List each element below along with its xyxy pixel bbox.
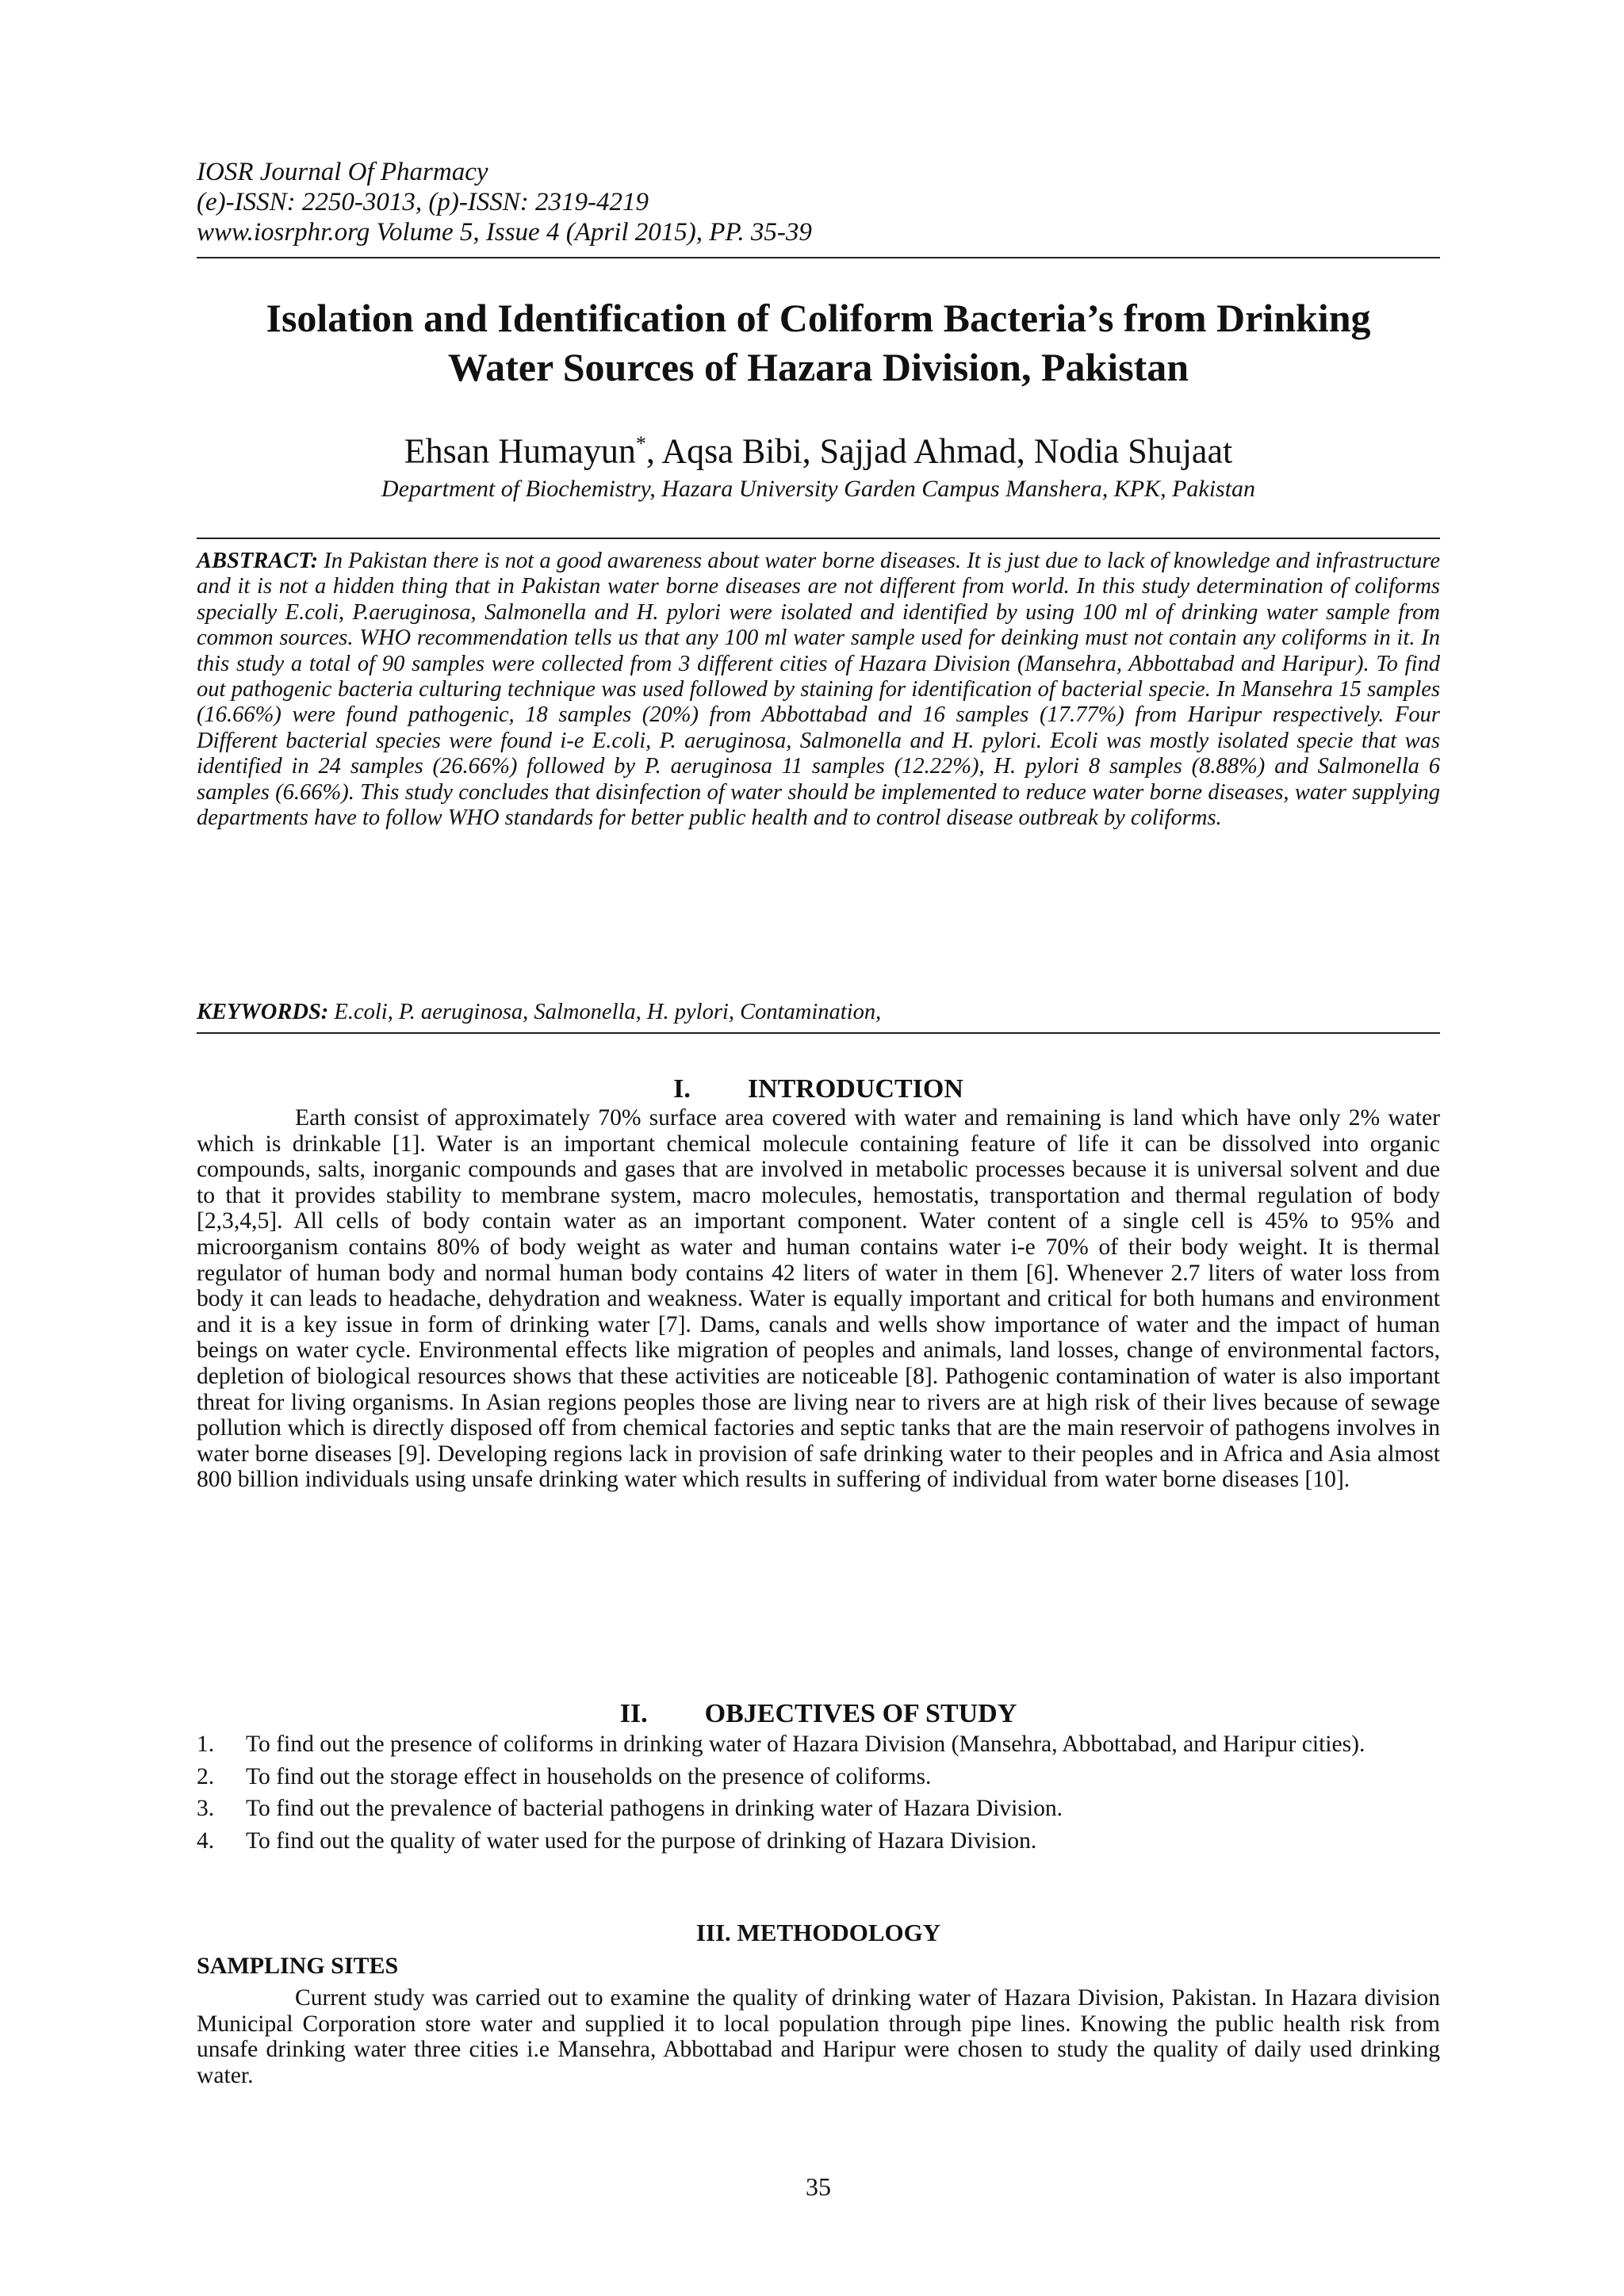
abstract-label: ABSTRACT: bbox=[197, 549, 319, 573]
section-number: I. bbox=[673, 1074, 691, 1104]
list-item bbox=[197, 1764, 1440, 1790]
abstract-bottom-rule bbox=[197, 1032, 1440, 1034]
abstract bbox=[197, 549, 1440, 831]
page-number: 35 bbox=[806, 2172, 831, 2201]
item-number: 4. bbox=[197, 1827, 215, 1854]
introduction-paragraph: Earth consist of approximately 70% surface area covered with water and remaining is land which have only 2% water which is drinkable [1]. Water is an important chemical molecule containing feature of life it can be dissolved into organic compounds, salts, inorganic compounds and gases that are involved in metabolic processes because it is universal solvent and due to that it provides stability to membrane system, macro molecules, hemostatis, transportation and thermal regulation of body [2,3,4,5]. All cells of body contain water as an important component. Water content of a single cell is 45% to 95% and microorganism contains 80% of body weight as water and human contains water i-e 70% of their body weight. It is thermal regulator of human body and normal human body contains 42 liters of water in them [6]. Whenever 2.7 liters of water loss from body it can leads to headache, dehydration and weakness. Water is equally important and critical for both humans and environment and it is a key issue in form of drinking water [7]. Dams, canals and wells show importance of water and the impact of human beings on water cycle. Environmental effects like migration of peoples and animals, land losses, change of environmental factors, depletion of biological resources shows that these activities are noticeable [8]. Pathogenic contamination of water is also important threat for living organisms. In Asian regions peoples those are living near to rivers are at high risk of their lives because of sewage pollution which is directly disposed off from chemical factories and septic tanks that are the main reservoir of pathogens involves in water borne diseases [9]. Developing regions lack in provision of safe drinking water to their peoples and in Africa and Asia almost 800 billion individuals using unsafe drinking water which results in suffering of individual from water borne diseases [10]. bbox=[197, 1105, 1440, 1493]
title-line-2: Water Sources of Hazara Division, Pakistan bbox=[447, 345, 1189, 389]
item-number: 1. bbox=[197, 1732, 215, 1757]
section-title: OBJECTIVES OF STUDY bbox=[704, 1699, 1017, 1728]
journal-volume: www.iosrphr.org Volume 5, Issue 4 (April 2015), PP. 35-39 bbox=[197, 218, 812, 247]
corresponding-mark: * bbox=[635, 432, 646, 455]
item-text: To find out the storage effect in households on the presence of coliforms. bbox=[246, 1763, 932, 1789]
author-first: Ehsan Humayun bbox=[404, 431, 636, 471]
paper-title bbox=[197, 293, 1440, 392]
keywords-text: E.coli, P. aeruginosa, Salmonella, H. pylori, Contamination, bbox=[334, 1000, 882, 1024]
methodology-paragraph: Current study was carried out to examine the quality of drinking water of Hazara Division, Pakistan. In Hazara division Municipal Corporation store water and supplied it to local population through pipe lines. Knowing the public health risk from unsafe drinking water three cities i.e Mansehra, Abbottabad and Haripur were chosen to study the quality of daily used drinking water. bbox=[197, 1985, 1440, 2088]
author-list bbox=[197, 423, 1440, 473]
keywords-label: KEYWORDS: bbox=[197, 1000, 329, 1024]
list-item bbox=[197, 1732, 1440, 1758]
title-line-1: Isolation and Identification of Coliform Bacteria’s from Drinking bbox=[266, 296, 1371, 340]
abstract-top-rule bbox=[197, 538, 1440, 539]
list-item bbox=[197, 1796, 1440, 1822]
journal-name: IOSR Journal Of Pharmacy bbox=[197, 158, 488, 186]
header-divider bbox=[197, 257, 1440, 258]
section-title: INTRODUCTION bbox=[747, 1074, 963, 1104]
section-heading-introduction bbox=[197, 1073, 1440, 1105]
author-rest: , Aqsa Bibi, Sajjad Ahmad, Nodia Shujaat bbox=[645, 431, 1233, 471]
item-number: 3. bbox=[197, 1796, 215, 1822]
subheading-sampling-sites: SAMPLING SITES bbox=[197, 1953, 399, 1979]
section-number: II. bbox=[619, 1699, 648, 1728]
journal-header bbox=[197, 157, 1440, 247]
list-item bbox=[197, 1828, 1440, 1854]
section-heading-methodology: III. METHODOLOGY bbox=[695, 1919, 941, 1946]
item-text: To find out the presence of coliforms in drinking water of Hazara Division (Mansehra, Abbottabad, and Haripur cities). bbox=[246, 1732, 1365, 1757]
keywords bbox=[197, 999, 1440, 1026]
item-text: To find out the prevalence of bacterial pathogens in drinking water of Hazara Division. bbox=[246, 1796, 1063, 1822]
objectives-list bbox=[197, 1732, 1440, 1860]
item-text: To find out the quality of water used for the purpose of drinking of Hazara Division. bbox=[246, 1827, 1037, 1854]
abstract-text: In Pakistan there is not a good awareness about water borne diseases. It is just due to lack of knowledge and infrastructure and it is not a hidden thing that in Pakistan water borne diseases are not different from world. In this study determination of coliforms specially E.coli, P.aeruginosa, Salmonella and H. pylori were isolated and identified by using 100 ml of drinking water sample from common sources. WHO recommendation tells us that any 100 ml water sample used for deinking must not contain any coliforms in it. In this study a total of 90 samples were collected from 3 different cities of Hazara Division (Mansehra, Abbottabad and Haripur). To find out pathogenic bacteria culturing technique was used followed by staining for identification of bacterial specie. In Mansehra 15 samples (16.66%) were found pathogenic, 18 samples (20%) from Abbottabad and 16 samples (17.77%) from Haripur respectively. Four Different bacterial species were found i-e E.coli, P. aeruginosa, Salmonella and H. pylori. Ecoli was mostly isolated specie that was identified in 24 samples (26.66%) followed by P. aeruginosa 11 samples (12.22%), H. pylori 8 samples (8.88%) and Salmonella 6 samples (6.66%). This study concludes that disinfection of water should be implemented to reduce water borne diseases, water supplying departments have to follow WHO standards for better public health and to control disease outbreak by coliforms. bbox=[197, 549, 1440, 831]
section-heading-objectives bbox=[197, 1698, 1440, 1730]
item-number: 2. bbox=[197, 1763, 215, 1789]
journal-issn: (e)-ISSN: 2250-3013, (p)-ISSN: 2319-4219 bbox=[197, 188, 649, 216]
affiliation: Department of Biochemistry, Hazara University Garden Campus Manshera, KPK, Pakistan bbox=[381, 476, 1256, 502]
